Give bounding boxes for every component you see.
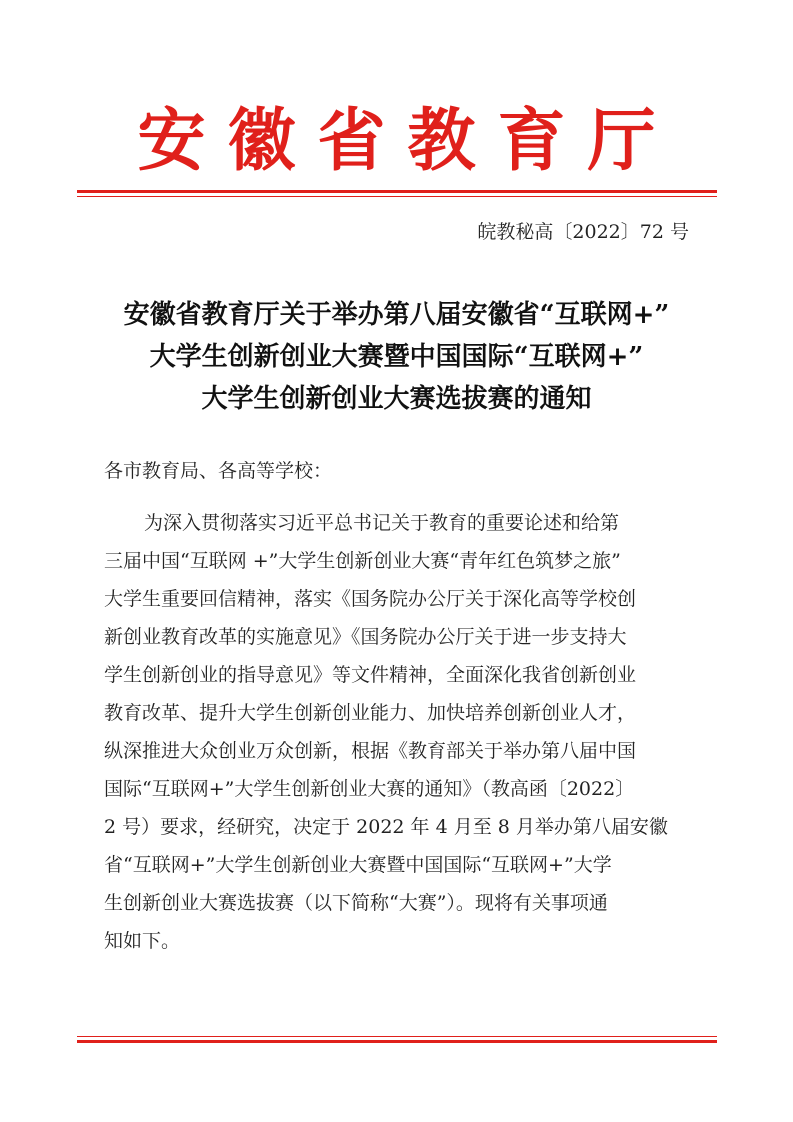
- body-line: 知如下。: [104, 930, 181, 952]
- document-number: 皖教秘高〔2022〕72 号: [477, 221, 689, 243]
- body-line: 2 号）要求，经研究，决定于 2022 年 4 月至 8 月举办第八届安徽: [104, 816, 668, 838]
- body-line: 为深入贯彻落实习近平总书记关于教育的重要论述和给第: [144, 512, 620, 534]
- document-title-line: 安徽省教育厅关于举办第八届安徽省“互联网+”: [123, 300, 670, 330]
- body-line: 三届中国“互联网 +”大学生创新创业大赛“青年红色筑梦之旅”: [104, 550, 621, 572]
- body-line: 新创业教育改革的实施意见》《国务院办公厅关于进一步支持大: [104, 626, 627, 648]
- body-line: 大学生重要回信精神，落实《国务院办公厅关于深化高等学校创: [104, 588, 637, 610]
- masthead-divider-thick: [77, 190, 717, 193]
- masthead-title: 安徽省教育厅: [137, 102, 678, 181]
- footer-divider-thin: [77, 1036, 717, 1037]
- document-title: [60, 294, 733, 420]
- body-line: 国际“互联网+”大学生创新创业大赛的通知》（教高函〔2022〕: [104, 778, 635, 800]
- salutation: 各市教育局、各高等学校：: [104, 460, 333, 482]
- document-title-line: 大学生创新创业大赛选拔赛的通知: [201, 384, 592, 414]
- body-line: 省“互联网+”大学生创新创业大赛暨中国国际“互联网+”大学: [104, 854, 612, 876]
- body-line: 教育改革、提升大学生创新创业能力、加快培养创新创业人才，: [104, 702, 637, 724]
- body-paragraph: [104, 510, 704, 966]
- body-line: 生创新创业大赛选拔赛（以下简称“大赛”）。现将有关事项通: [104, 892, 608, 914]
- masthead-divider-thin: [77, 196, 717, 197]
- footer-divider-thick: [77, 1040, 717, 1043]
- body-line: 纵深推进大众创业万众创新，根据《教育部关于举办第八届中国: [104, 740, 637, 762]
- document-title-line: 大学生创新创业大赛暨中国国际“互联网+”: [149, 342, 644, 372]
- body-line: 学生创新创业的指导意见》等文件精神，全面深化我省创新创业: [104, 664, 637, 686]
